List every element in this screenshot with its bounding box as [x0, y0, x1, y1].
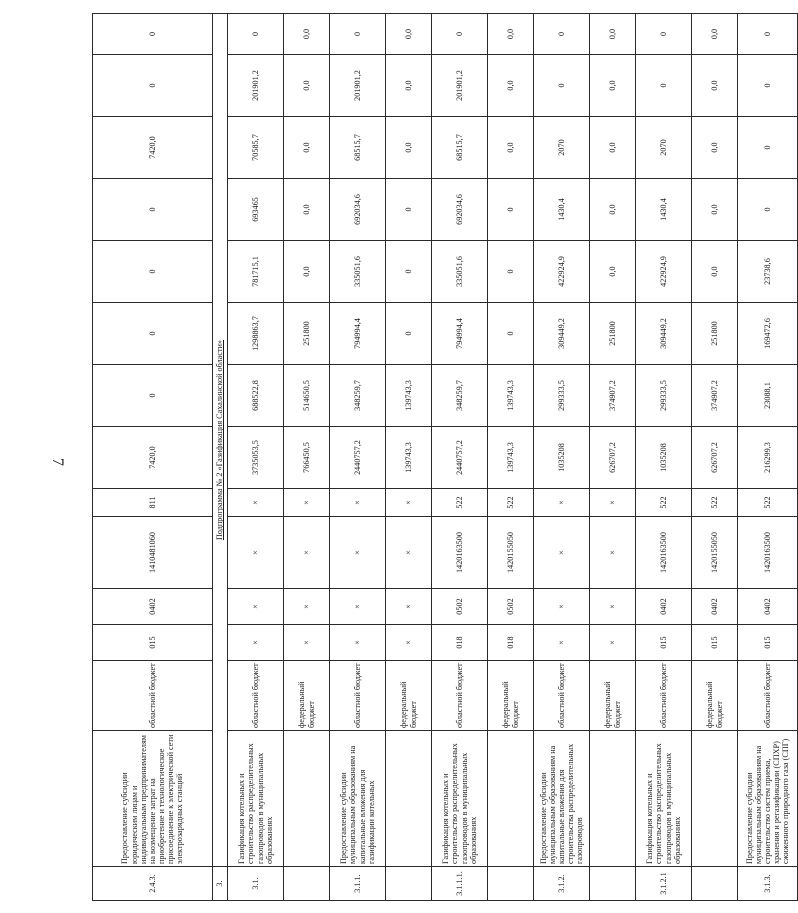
vr-code-cell: × [330, 489, 386, 517]
amount-cell: 7420,0 [93, 427, 213, 489]
amount-cell: 422924,9 [636, 241, 692, 303]
amount-cell: 781715,1 [228, 241, 284, 303]
amount-cell: 348259,7 [330, 365, 386, 427]
page-number: 7 [49, 458, 66, 466]
funding-source-cell: федеральный бюджет [386, 661, 432, 731]
amount-cell: 251800 [284, 303, 330, 365]
amount-cell: 626707,2 [590, 427, 636, 489]
amount-cell: 139743,3 [386, 365, 432, 427]
csr-code-cell: 1420163500 [432, 517, 488, 589]
table-row [93, 14, 213, 901]
amount-cell: 0 [386, 303, 432, 365]
rzpr-code-cell: 0402 [93, 589, 213, 625]
amount-cell: 374907,2 [692, 365, 738, 427]
amount-cell: 0,0 [590, 117, 636, 179]
row-number-cell [386, 867, 432, 901]
amount-cell: 0 [488, 303, 534, 365]
amount-cell: 0,0 [692, 179, 738, 241]
table-row [692, 14, 738, 901]
amount-cell: 68515,7 [330, 117, 386, 179]
amount-cell: 0,0 [284, 241, 330, 303]
rzpr-code-cell: 0402 [636, 589, 692, 625]
rzpr-code-cell: × [228, 589, 284, 625]
subprogram-title-cell [213, 14, 228, 867]
rzpr-code-cell: 0502 [488, 589, 534, 625]
amount-cell: 0 [738, 117, 798, 179]
funding-source-cell: федеральный бюджет [488, 661, 534, 731]
amount-cell: 0,0 [692, 14, 738, 55]
grbs-code-cell: 015 [93, 625, 213, 661]
funding-source-cell: областной бюджет [228, 661, 284, 731]
amount-cell: 0 [386, 241, 432, 303]
rzpr-code-cell: × [534, 589, 590, 625]
amount-cell: 766450,5 [284, 427, 330, 489]
funding-source-cell: федеральный бюджет [692, 661, 738, 731]
amount-cell: 201901,2 [330, 55, 386, 117]
amount-cell: 1035208 [534, 427, 590, 489]
row-number-cell: 3. [213, 867, 228, 901]
rzpr-code-cell: × [590, 589, 636, 625]
rzpr-code-cell: 0402 [738, 589, 798, 625]
measure-name-cell: Предоставление субсидии муниципальным образованиям на капитальные вложения для строительства распределительных газопроводов [534, 731, 590, 867]
amount-cell: 1298863,7 [228, 303, 284, 365]
measure-name-cell: Газификация котельных и строительство распределительных газопроводов в муниципальных образованиях [636, 731, 692, 867]
amount-cell: 0 [93, 179, 213, 241]
measure-name-cell [284, 731, 330, 867]
amount-cell: 309449,2 [534, 303, 590, 365]
grbs-code-cell: 015 [738, 625, 798, 661]
amount-cell: 216299,3 [738, 427, 798, 489]
table-row [488, 14, 534, 901]
grbs-code-cell: × [228, 625, 284, 661]
measure-name-cell: Газификация котельных и строительство распределительных газопроводов в муниципальных образованиях [228, 731, 284, 867]
amount-cell: 0,0 [590, 55, 636, 117]
table-row [432, 14, 488, 901]
amount-cell: 0 [636, 55, 692, 117]
measure-name-cell [386, 731, 432, 867]
table-row [534, 14, 590, 901]
vr-code-cell: 522 [692, 489, 738, 517]
amount-cell: 251800 [692, 303, 738, 365]
amount-cell: 70585,7 [228, 117, 284, 179]
funding-source-cell: федеральный бюджет [590, 661, 636, 731]
vr-code-cell: 811 [93, 489, 213, 517]
row-number-cell [488, 867, 534, 901]
table-row [590, 14, 636, 901]
amount-cell: 0,0 [590, 179, 636, 241]
amount-cell: 0 [330, 14, 386, 55]
amount-cell: 23088,1 [738, 365, 798, 427]
amount-cell: 0,0 [488, 55, 534, 117]
amount-cell: 2440757,2 [330, 427, 386, 489]
measure-name-cell [692, 731, 738, 867]
row-number-cell: 3.1.2.1 [636, 867, 692, 901]
vr-code-cell: 522 [636, 489, 692, 517]
row-number-cell: 3.1.1.1. [432, 867, 488, 901]
amount-cell: 0 [432, 14, 488, 55]
amount-cell: 139743,3 [488, 427, 534, 489]
amount-cell: 23738,6 [738, 241, 798, 303]
rzpr-code-cell: × [386, 589, 432, 625]
grbs-code-cell: 018 [432, 625, 488, 661]
funding-source-cell: областной бюджет [738, 661, 798, 731]
row-number-cell: 3.1. [228, 867, 284, 901]
amount-cell: 0,0 [386, 14, 432, 55]
table-row [386, 14, 432, 901]
row-number-cell: 2.4.3. [93, 867, 213, 901]
amount-cell: 0 [93, 14, 213, 55]
table-row [284, 14, 330, 901]
vr-code-cell: × [534, 489, 590, 517]
grbs-code-cell: × [590, 625, 636, 661]
measure-name-cell: Предоставление субсидии муниципальным образованиям на строительство систем приема, хранения и регазификации (СПХР) сжиженного природного газа (СПГ) [738, 731, 798, 867]
amount-cell: 374907,2 [590, 365, 636, 427]
amount-cell: 626707,2 [692, 427, 738, 489]
grbs-code-cell: 018 [488, 625, 534, 661]
amount-cell: 201901,2 [228, 55, 284, 117]
subprogram-header-row [213, 14, 228, 901]
csr-code-cell: × [386, 517, 432, 589]
funding-source-cell: областной бюджет [93, 661, 213, 731]
funding-source-cell: областной бюджет [636, 661, 692, 731]
vr-code-cell: × [284, 489, 330, 517]
vr-code-cell: × [228, 489, 284, 517]
rzpr-code-cell: × [330, 589, 386, 625]
csr-code-cell: × [228, 517, 284, 589]
vr-code-cell: × [386, 489, 432, 517]
csr-code-cell: 1420155050 [692, 517, 738, 589]
table-row [636, 14, 692, 901]
csr-code-cell: × [284, 517, 330, 589]
amount-cell: 692034,6 [330, 179, 386, 241]
funding-source-cell: федеральный бюджет [284, 661, 330, 731]
amount-cell: 693465 [228, 179, 284, 241]
table-row [330, 14, 386, 901]
amount-cell: 0,0 [590, 14, 636, 55]
amount-cell: 0,0 [284, 14, 330, 55]
amount-cell: 0,0 [692, 241, 738, 303]
measure-name-cell: Предоставление субсидии муниципальным образованиям на капитальные вложения для газификации котельных [330, 731, 386, 867]
amount-cell: 0 [534, 55, 590, 117]
csr-code-cell: 1420163500 [636, 517, 692, 589]
amount-cell: 1035208 [636, 427, 692, 489]
amount-cell: 0 [738, 14, 798, 55]
amount-cell: 688522,8 [228, 365, 284, 427]
amount-cell: 139743,3 [386, 427, 432, 489]
amount-cell: 422924,9 [534, 241, 590, 303]
funding-source-cell: областной бюджет [330, 661, 386, 731]
amount-cell: 0,0 [284, 179, 330, 241]
amount-cell: 0 [93, 241, 213, 303]
grbs-code-cell: × [386, 625, 432, 661]
amount-cell: 0 [93, 303, 213, 365]
funding-source-cell: областной бюджет [432, 661, 488, 731]
amount-cell: 0 [636, 14, 692, 55]
amount-cell: 169472,6 [738, 303, 798, 365]
amount-cell: 2070 [636, 117, 692, 179]
csr-code-cell: 1410481060 [93, 517, 213, 589]
amount-cell: 335051,6 [330, 241, 386, 303]
measure-name-cell [488, 731, 534, 867]
amount-cell: 0 [386, 179, 432, 241]
amount-cell: 692034,6 [432, 179, 488, 241]
amount-cell: 0,0 [590, 241, 636, 303]
vr-code-cell: 522 [488, 489, 534, 517]
amount-cell: 251800 [590, 303, 636, 365]
vr-code-cell: 522 [432, 489, 488, 517]
csr-code-cell: × [330, 517, 386, 589]
grbs-code-cell: 015 [636, 625, 692, 661]
row-number-cell [590, 867, 636, 901]
amount-cell: 0 [93, 55, 213, 117]
grbs-code-cell: × [330, 625, 386, 661]
amount-cell: 0,0 [386, 55, 432, 117]
amount-cell: 335051,6 [432, 241, 488, 303]
amount-cell: 309449,2 [636, 303, 692, 365]
amount-cell: 1430,4 [636, 179, 692, 241]
csr-code-cell: × [534, 517, 590, 589]
amount-cell: 2070 [534, 117, 590, 179]
csr-code-cell: × [590, 517, 636, 589]
amount-cell: 0 [738, 55, 798, 117]
amount-cell: 0 [738, 179, 798, 241]
amount-cell: 201901,2 [432, 55, 488, 117]
amount-cell: 0 [534, 14, 590, 55]
amount-cell: 348259,7 [432, 365, 488, 427]
row-number-cell: 3.1.1. [330, 867, 386, 901]
rzpr-code-cell: 0402 [692, 589, 738, 625]
table-row [738, 14, 798, 901]
grbs-code-cell: × [534, 625, 590, 661]
csr-code-cell: 1420163500 [738, 517, 798, 589]
funding-source-cell: областной бюджет [534, 661, 590, 731]
subprogram-title: Подпрограмма № 2 «Газификация Сахалинской области» [215, 339, 225, 541]
amount-cell: 0,0 [386, 117, 432, 179]
table-row [228, 14, 284, 901]
amount-cell: 299333,5 [636, 365, 692, 427]
amount-cell: 794994,4 [330, 303, 386, 365]
amount-cell: 0 [488, 241, 534, 303]
row-number-cell [692, 867, 738, 901]
measure-name-cell [590, 731, 636, 867]
amount-cell: 0,0 [692, 55, 738, 117]
grbs-code-cell: × [284, 625, 330, 661]
amount-cell: 1430,4 [534, 179, 590, 241]
grbs-code-cell: 015 [692, 625, 738, 661]
rzpr-code-cell: × [284, 589, 330, 625]
measure-name-cell: Газификация котельных и строительство распределительных газопроводов в муниципальных образованиях [432, 731, 488, 867]
budget-table [92, 13, 798, 901]
amount-cell: 139743,3 [488, 365, 534, 427]
amount-cell: 0,0 [284, 117, 330, 179]
csr-code-cell: 1420155050 [488, 517, 534, 589]
amount-cell: 0 [488, 179, 534, 241]
amount-cell: 0,0 [488, 14, 534, 55]
amount-cell: 514650,5 [284, 365, 330, 427]
amount-cell: 0,0 [284, 55, 330, 117]
amount-cell: 0,0 [692, 117, 738, 179]
measure-name-cell: Предоставление субсидии юридическим лицам и индивидуальным предпринимателям на возмещение затрат на приобретение и технологическое присоединение к электрической сети электрозарядных станций [93, 731, 213, 867]
vr-code-cell: × [590, 489, 636, 517]
row-number-cell: 3.1.2. [534, 867, 590, 901]
amount-cell: 0 [228, 14, 284, 55]
row-number-cell [284, 867, 330, 901]
row-number-cell: 3.1.3. [738, 867, 798, 901]
amount-cell: 3735053,5 [228, 427, 284, 489]
amount-cell: 0,0 [488, 117, 534, 179]
amount-cell: 7420,0 [93, 117, 213, 179]
amount-cell: 0 [93, 365, 213, 427]
amount-cell: 68515,7 [432, 117, 488, 179]
amount-cell: 299333,5 [534, 365, 590, 427]
amount-cell: 2440757,2 [432, 427, 488, 489]
rzpr-code-cell: 0502 [432, 589, 488, 625]
amount-cell: 794994,4 [432, 303, 488, 365]
vr-code-cell: 522 [738, 489, 798, 517]
